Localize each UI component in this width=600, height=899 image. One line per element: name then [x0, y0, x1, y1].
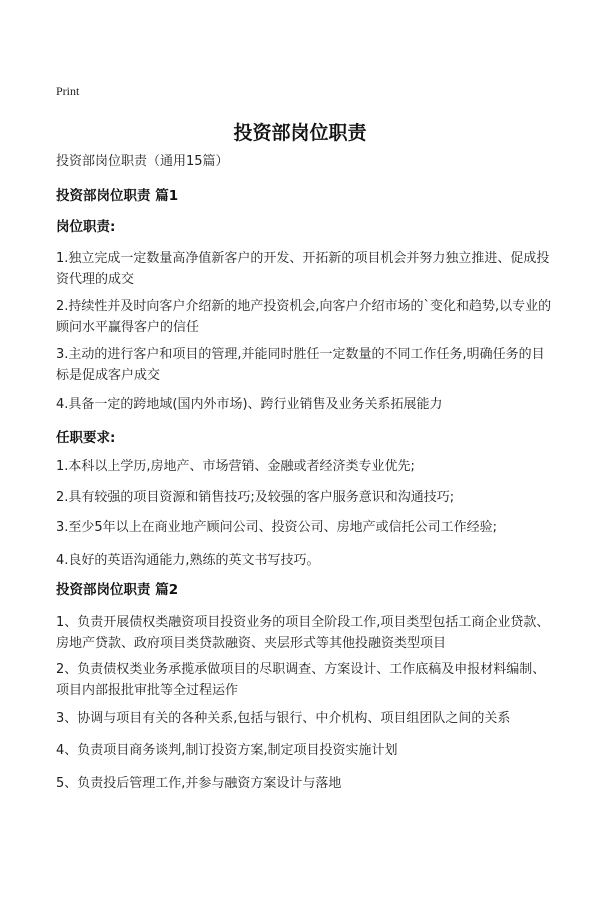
article-1-heading: 投资部岗位职责 篇1	[56, 188, 179, 204]
duty-item-3: 3.主动的进行客户和项目的管理,并能同时胜任一定数量的不同工作任务,明确任务的目标是促成客户成交	[56, 347, 545, 383]
document-subtitle: 投资部岗位职责（通用15篇）	[56, 154, 229, 169]
page-title: 投资部岗位职责	[233, 122, 367, 144]
duty-item-2: 2.持续性并及时向客户介绍新的地产投资机会,向客户介绍市场的`变化和趋势,以专业的顾问水平赢得客户的信任	[56, 299, 552, 335]
requirement-item-3: 3.至少5年以上在商业地产顾问公司、投资公司、房地产或信托公司工作经验;	[56, 520, 498, 535]
duty-item-1: 1.独立完成一定数量高净值新客户的开发、开拓新的项目机会并努力独立推进、促成投资代理的成交	[56, 251, 550, 287]
article-2-item-3: 3、协调与项目有关的各种关系,包括与银行、中介机构、项目组团队之间的关系	[56, 711, 511, 726]
requirement-item-2: 2.具有较强的项目资源和销售技巧;及较强的客户服务意识和沟通技巧;	[56, 490, 455, 505]
requirements-heading: 任职要求:	[56, 430, 116, 446]
requirement-item-1: 1.本科以上学历,房地产、市场营销、金融或者经济类专业优先;	[56, 459, 415, 474]
article-2-item-5: 5、负责投后管理工作,并参与融资方案设计与落地	[56, 776, 342, 791]
duty-item-4: 4.具备一定的跨地域(国内外市场)、跨行业销售及业务关系拓展能力	[56, 397, 443, 412]
duties-heading: 岗位职责:	[56, 219, 116, 235]
print-label[interactable]: Print	[56, 84, 80, 98]
requirement-item-4: 4.良好的英语沟通能力,熟练的英文书写技巧。	[56, 553, 320, 568]
article-2-item-1: 1、负责开展债权类融资项目投资业务的项目全阶段工作,项目类型包括工商企业贷款、房地产贷款、政府项目类贷款融资、夹层形式等其他投融资类型项目	[56, 615, 550, 651]
article-2-item-4: 4、负责项目商务谈判,制订投资方案,制定项目投资实施计划	[56, 743, 398, 758]
article-2-heading: 投资部岗位职责 篇2	[56, 582, 179, 598]
article-2-item-2: 2、负责债权类业务承揽承做项目的尽职调查、方案设计、工作底稿及申报材料编制、项目内部报批审批等全过程运作	[56, 662, 546, 698]
